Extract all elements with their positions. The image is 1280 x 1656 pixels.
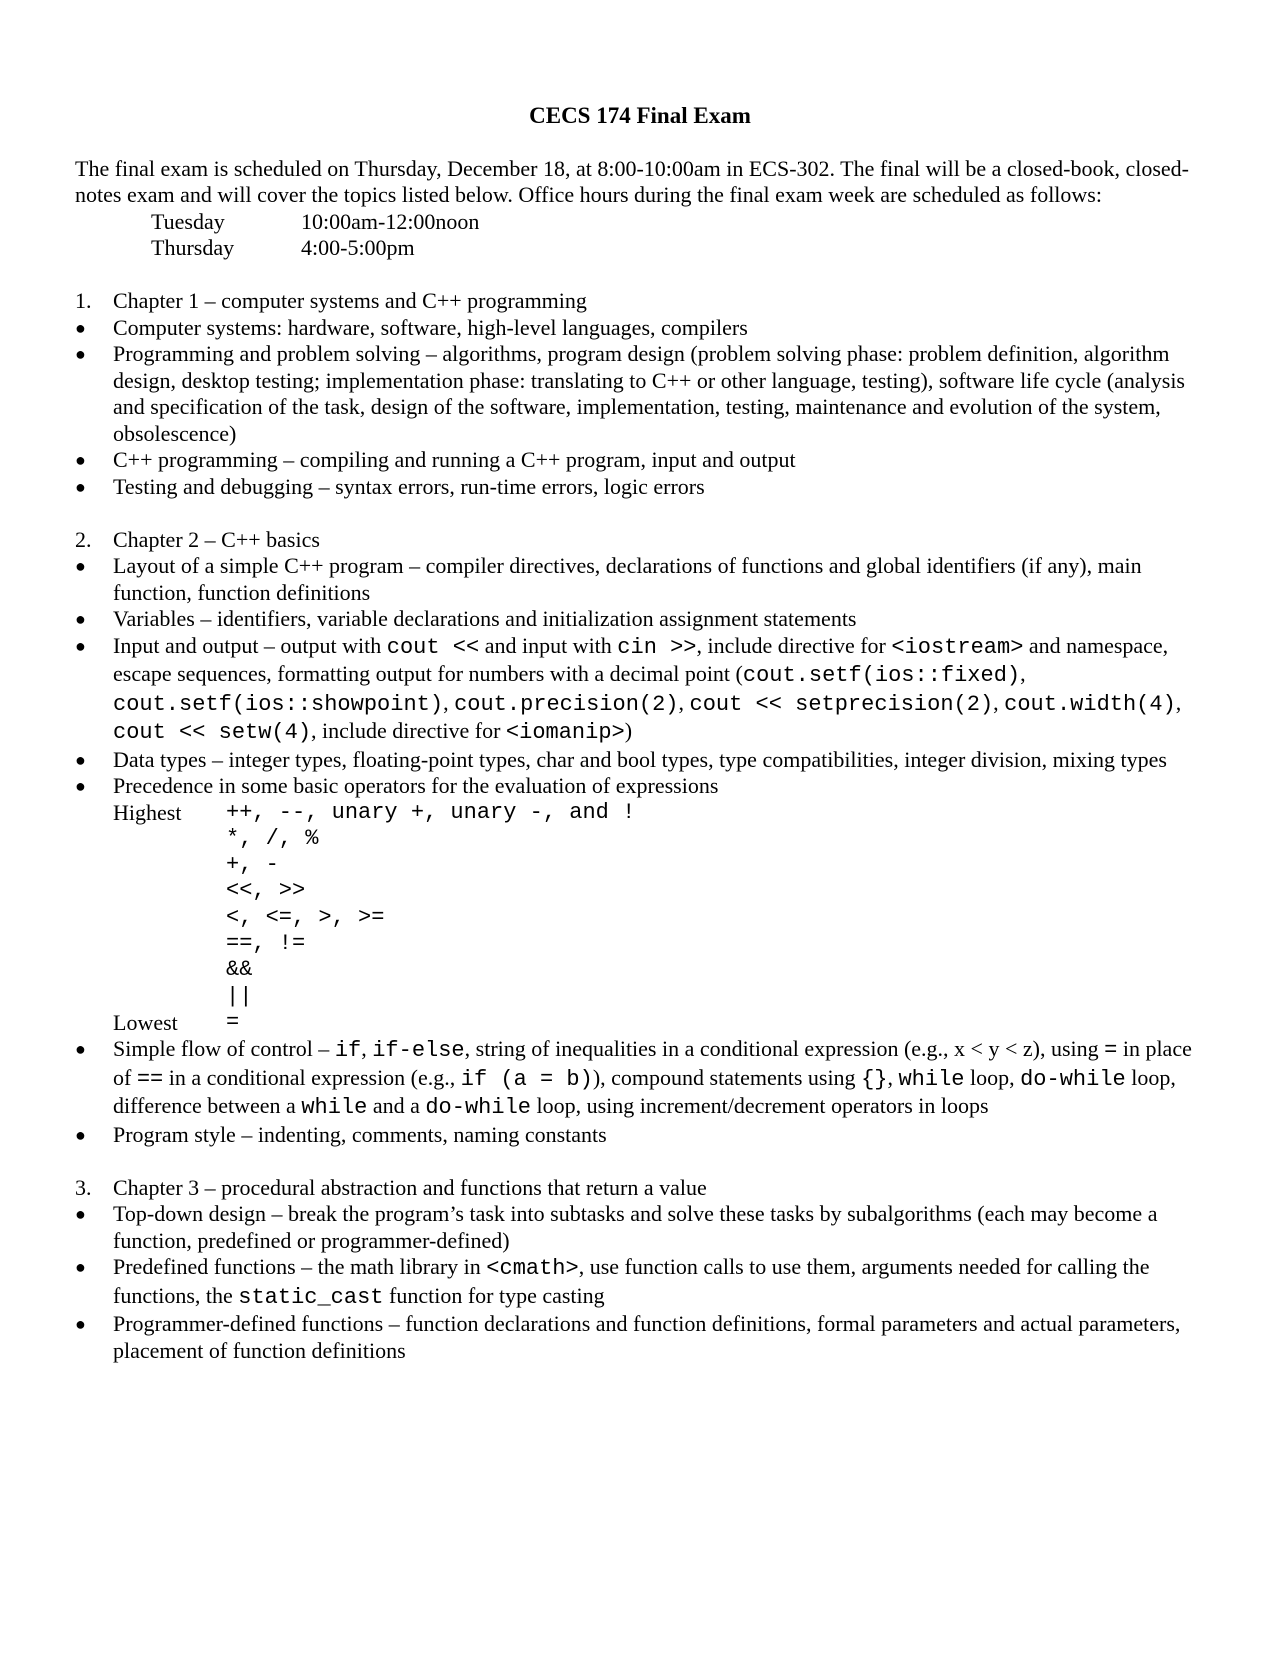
bullet-icon: ● xyxy=(75,1124,86,1145)
code-snippet: == xyxy=(136,1066,164,1092)
office-hours-day: Tuesday xyxy=(151,208,225,234)
chapter-heading xyxy=(75,288,1205,315)
bullet-icon: ● xyxy=(75,450,86,470)
chapter-heading xyxy=(75,1175,1205,1202)
code-snippet: cout << setprecision(2) xyxy=(689,691,994,717)
chapter-3-section xyxy=(75,1175,1205,1365)
code-snippet: <cmath> xyxy=(486,1256,579,1282)
list-item: ● Programmer-defined functions – function declarations and function definitions, formal parameters and actual parameters, placement of function definitions xyxy=(75,1311,1181,1363)
list-item: ● Program style – indenting, comments, naming constants xyxy=(75,1121,607,1147)
precedence-table xyxy=(113,800,1205,1037)
precedence-row: ==, != xyxy=(226,930,306,956)
code-snippet: while xyxy=(301,1095,368,1121)
list-item: ● Layout of a simple C++ program – compiler directives, declarations of functions and global identifiers (if any), main function, function definitions xyxy=(75,553,1142,605)
office-hours-row xyxy=(151,209,1205,236)
chapter-title: Chapter 1 – computer systems and C++ programming xyxy=(113,288,587,313)
bullet-icon: ● xyxy=(75,476,86,497)
bullet-icon: ● xyxy=(75,1257,86,1278)
precedence-row: Highest ++, --, unary +, unary -, and ! xyxy=(113,799,636,825)
code-snippet: do-while xyxy=(425,1095,531,1121)
code-snippet: <iostream> xyxy=(891,634,1024,660)
office-hours-time: 10:00am-12:00noon xyxy=(301,208,480,234)
office-hours-time: 4:00-5:00pm xyxy=(301,235,415,260)
list-item: ● Precedence in some basic operators for the evaluation of expressions xyxy=(75,773,719,798)
bullet-icon: ● xyxy=(75,776,86,796)
office-hours-row xyxy=(151,235,1205,262)
chapter-title: Chapter 3 – procedural abstraction and functions that return a value xyxy=(113,1174,707,1200)
precedence-row: <<, >> xyxy=(226,878,306,904)
bullet-icon: ● xyxy=(75,556,86,576)
list-item: ● C++ programming – compiling and running a C++ program, input and output xyxy=(75,447,796,472)
office-hours-day: Thursday xyxy=(151,235,235,260)
list-item: ● Predefined functions – the math library in <cmath>, use function calls to use them, arguments needed for calling the functions, the static_cast function for type casting xyxy=(75,1254,1150,1310)
code-snippet: while xyxy=(898,1066,965,1092)
precedence-row: Lowest = xyxy=(113,1009,240,1035)
precedence-row: || xyxy=(226,983,253,1009)
list-item: ● Computer systems: hardware, software, high-level languages, compilers xyxy=(75,314,748,340)
code-snippet: if-else xyxy=(372,1038,465,1064)
chapter-number: 1. xyxy=(75,288,92,313)
bullet-icon: ● xyxy=(75,317,86,338)
list-item: ● Programming and problem solving – algorithms, program design (problem solving phase: problem definition, algorithm design, desktop testing; implementation phase: translating to C++ or other language, testing), software life cycle (analysis and specification of the task, design of the software, implementation, testing, maintenance and evolution of the system, obsolescence) xyxy=(75,341,1185,446)
precedence-row: +, - xyxy=(226,852,279,878)
bullet-icon: ● xyxy=(75,1204,86,1225)
code-snippet: cin >> xyxy=(617,634,697,660)
list-item: ● Variables – identifiers, variable declarations and initialization assignment statements xyxy=(75,606,857,631)
page-title: CECS 174 Final Exam xyxy=(529,103,751,128)
bullet-icon: ● xyxy=(75,344,86,364)
chapter-number: 3. xyxy=(75,1174,92,1200)
list-item: ● Testing and debugging – syntax errors, run-time errors, logic errors xyxy=(75,473,705,499)
chapter-2-section xyxy=(75,527,1205,1149)
chapter-1-section xyxy=(75,288,1205,500)
bullet-icon: ● xyxy=(75,1314,86,1335)
precedence-row: && xyxy=(226,957,253,983)
code-snippet: cout.width(4) xyxy=(1004,691,1176,717)
code-snippet: cout << xyxy=(386,634,480,660)
code-snippet: <iomanip> xyxy=(505,720,625,745)
office-hours xyxy=(151,209,1205,262)
list-item: ● Data types – integer types, floating-point types, char and bool types, type compatibilities, integer division, mixing types xyxy=(75,746,1167,772)
chapter-number: 2. xyxy=(75,526,92,552)
list-item: ● Simple flow of control – if, if-else, string of inequalities in a conditional expression (e.g., x < y < z), using = in place of == in a conditional expression (e.g., if (a = b)), compound statements using {}, while loop, do-while loop, difference between a while and a do-while loop, using increment/decrement operators in loops xyxy=(75,1036,1192,1121)
chapter-heading xyxy=(75,527,1205,554)
bullet-icon: ● xyxy=(75,609,86,629)
code-snippet: cout.setf(ios::fixed) xyxy=(742,663,1021,688)
code-snippet: static_cast xyxy=(238,1284,384,1310)
code-snippet: if (a = b) xyxy=(460,1066,593,1092)
bullet-icon: ● xyxy=(75,749,86,770)
code-snippet: cout << setw(4) xyxy=(113,720,312,745)
code-snippet: = xyxy=(1104,1038,1118,1064)
precedence-row: *, /, % xyxy=(226,825,319,851)
code-snippet: do-while xyxy=(1020,1066,1126,1092)
code-snippet: {} xyxy=(861,1066,888,1092)
precedence-row: <, <=, >, >= xyxy=(226,904,385,930)
bullet-icon: ● xyxy=(75,635,86,656)
code-snippet: if xyxy=(334,1038,362,1064)
chapter-title: Chapter 2 – C++ basics xyxy=(113,526,320,552)
code-snippet: cout.setf(ios::showpoint) xyxy=(113,691,444,717)
bullet-icon: ● xyxy=(75,1039,86,1060)
list-item: ● Top-down design – break the program’s task into subtasks and solve these tasks by subalgorithms (each may become a function, predefined or programmer-defined) xyxy=(75,1201,1158,1253)
document-page xyxy=(75,103,1205,1364)
code-snippet: cout.precision(2) xyxy=(454,691,679,717)
intro-paragraph: The final exam is scheduled on Thursday, December 18, at 8:00-10:00am in ECS-302. The final will be a closed-book, closed-notes exam and will cover the topics listed below. Office hours during the final exam week are scheduled as follows: xyxy=(75,155,1189,207)
list-item: ● Input and output – output with cout << and input with cin >>, include directive for <iostream> and namespace, escape sequences, formatting output for numbers with a decimal point (cout.setf(ios::fixed), cout.setf(ios::showpoint), cout.precision(2), cout << setprecision(2), cout.width(4), cout << setw(4), include directive for <iomanip>) xyxy=(75,632,1182,745)
